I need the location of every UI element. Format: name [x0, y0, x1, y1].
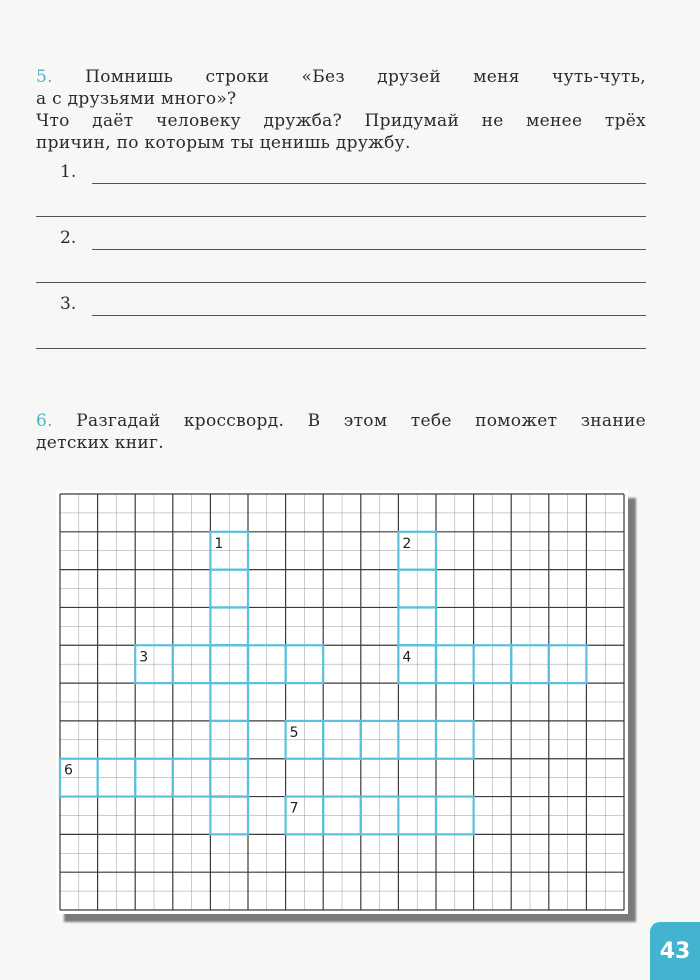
writing-line[interactable] — [92, 315, 646, 316]
task-number: 5. — [36, 67, 53, 87]
task-text: Помнишь строки «Без друзей меня чуть-чуть, — [85, 67, 646, 87]
crossword — [56, 490, 628, 914]
answer-label: 2. — [60, 228, 77, 248]
writing-line[interactable] — [36, 348, 646, 349]
writing-line[interactable] — [92, 183, 646, 184]
crossword-clue-number: 5 — [289, 724, 299, 741]
task-6-prompt — [36, 410, 646, 454]
writing-line[interactable] — [36, 282, 646, 283]
answer-line-2[interactable] — [36, 228, 646, 252]
task-text: детских книг. — [36, 433, 164, 453]
crossword-clue-number: 7 — [289, 800, 299, 817]
page-number-badge — [650, 922, 700, 980]
page-number: 43 — [659, 938, 691, 964]
crossword-clue-number: 3 — [139, 649, 149, 666]
answer-line-3[interactable] — [36, 294, 646, 318]
crossword-grid — [56, 490, 628, 914]
answer-line-1[interactable] — [36, 162, 646, 186]
task-text: причин, по которым ты ценишь дружбу. — [36, 133, 411, 153]
task-text: Что даёт человеку дружба? Придумай не менее трёх — [36, 111, 646, 131]
crossword-clue-number: 2 — [402, 535, 412, 552]
answer-label: 3. — [60, 294, 77, 314]
writing-line[interactable] — [92, 249, 646, 250]
task-text: Разгадай кроссворд. В этом тебе поможет знание — [76, 411, 646, 431]
crossword-clue-number: 4 — [402, 649, 412, 666]
task-5-prompt — [36, 66, 646, 154]
crossword-clue-number: 6 — [64, 762, 73, 779]
answer-label: 1. — [60, 162, 77, 182]
task-text: а с друзьями много»? — [36, 89, 237, 109]
writing-line[interactable] — [36, 216, 646, 217]
crossword-clue-number: 1 — [214, 535, 224, 552]
task-number: 6. — [36, 411, 53, 431]
